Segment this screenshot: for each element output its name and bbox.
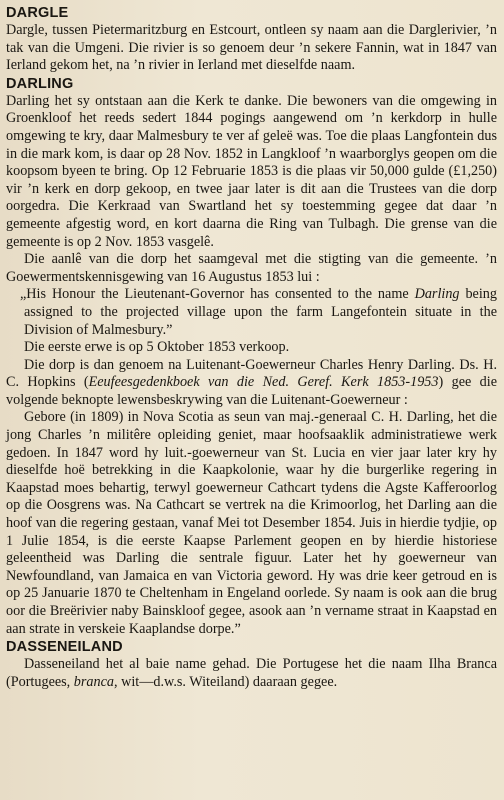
entry-heading: DARGLE [6, 5, 69, 21]
biography-paragraph: Gebore (in 1809) in Nova Scotia as seun van maj.-generaal C. H. Darling, het die jong Charles ’n militêre opleiding geniet, maar hoofsaaklik administratiewe werk gedoen. In 1847 word hy luit.-goewerneur van St. Lucia en vier jaar later kry hy dieselfde hoë betrekking in die Kaapkolonie, waar hy die burgerlike regering in Kaapstad moes behartig, terwyl goewerneur Cathcart tydens die Agste Kafferoorlog op die Oosgrens was. Na Cathcart se vertrek na die Krimoorlog, het Darling aan die hoof van die regering gestaan, vanaf Mei tot Desember 1854. Juis in hierdie tydjie, op 1 Julie 1854, is die eerste Kaapse Parlement geopen en by hierdie historiese geleentheid was Darling die sentrale figuur. Later het hy goewerneur van Newfoundland, van Jamaica en van Victoria geword. Hy was drie keer getroud en is op 25 Januarie 1870 te Cheltenham in Engeland oorlede. Sy naam is ook aan die brug oor die Breërivier naby Bainskloof gegee, asook aan ’n vername straat in Kaapstad en aan strate in verskeie Kaaplandse dorpe.” [6, 409, 497, 637]
entry-paragraph: Dargle, tussen Pietermaritzburg en Estcourt, ontleen sy naam aan die Darglerivier, ’n tak van die Umgeni. Die rivier is so genoem deur ’n sekere Fannin, wat in 1847 van Ierland gekom het, na ’n rivier in Ierland met dieselfde naam. [6, 22, 497, 74]
entry-heading: DARLING [6, 75, 74, 92]
entry-paragraph [6, 656, 497, 691]
entry-dasseneiland [6, 638, 497, 691]
entry-paragraph: Darling het sy ontstaan aan die Kerk te danke. Die bewoners van die omgewing in Groenkloof het reeds sedert 1844 pogings aangewend om ’n kerkdorp in hulle omgewing te kry, daar Malmesbury te ver af geleë was. Toe die plaas Langfontein dus in die mark kom, is daar op 28 Nov. 1852 in Langkloof ’n waarborglys geopen om die koopsom byeen te bring. Op 12 Februarie 1853 is die plaas vir 50,000 gulde (£1,250) vir ’n kerk en dorp gekoop, en twee jaar later is dit aan die Trustees van die dorp oorgedra. Die Kerkraad van Swartland het sy toestemming gegee dat daar ’n gemeente afgestig word, en kort daarna die Ring van Tulbagh. Die grense van die gemeente is op 2 Nov. 1853 vasgelê. [6, 92, 497, 250]
book-title: Eeufeesgedenkboek van die Ned. Geref. Kerk 1853-1953 [88, 374, 439, 391]
quote-text: being assigned to the projected village upon the farm Langefontein situate in the Division of Malmesbury.” [24, 286, 497, 338]
entry-dargle [6, 4, 497, 75]
quote-italic-name: Darling [414, 286, 460, 303]
entry-paragraph: Die eerste erwe is op 5 Oktober 1853 verkoop. [24, 339, 290, 356]
entry-heading: DASSENEILAND [6, 639, 123, 656]
paragraph-text: Dasseneiland het al baie name gehad. Die Portugese het die naam Ilha Branca (Portugees, [6, 656, 497, 690]
entry-paragraph: Die aanlê van die dorp het saamgeval met die stigting van die gemeente. ’n Goewermentskennisgewing van 16 Augustus 1853 lui : [6, 251, 497, 285]
paragraph-text: , wit—d.w.s. Witeiland) daaraan gegee. [113, 673, 338, 690]
block-quote [6, 286, 497, 339]
entry-darling [6, 75, 497, 638]
paragraph-text: ) gee die volgende beknopte lewensbeskrywing van die Luitenant-Goewerneur : [6, 374, 497, 408]
italic-term: branca [73, 673, 114, 690]
entry-paragraph [6, 357, 497, 410]
quote-text: „His Honour the Lieutenant-Governor has consented to the name [20, 286, 415, 303]
paragraph-text: Die dorp is dan genoem na Luitenant-Goewerneur Charles Henry Darling. Ds. H. C. Hopkins ( [6, 356, 497, 391]
